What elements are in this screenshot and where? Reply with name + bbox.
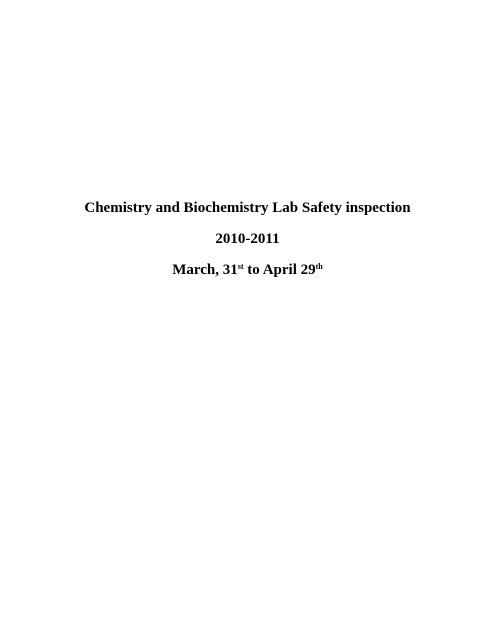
start-date-ordinal: st: [237, 262, 244, 271]
end-date-ordinal: th: [315, 262, 323, 271]
inspection-date-range: [0, 261, 495, 279]
start-date: March, 31: [172, 262, 238, 278]
academic-years: 2010-2011: [215, 231, 280, 247]
end-date: to April 29: [243, 262, 316, 278]
document-title: Chemistry and Biochemistry Lab Safety inspection: [84, 200, 411, 216]
cover-title-block: [0, 199, 495, 279]
